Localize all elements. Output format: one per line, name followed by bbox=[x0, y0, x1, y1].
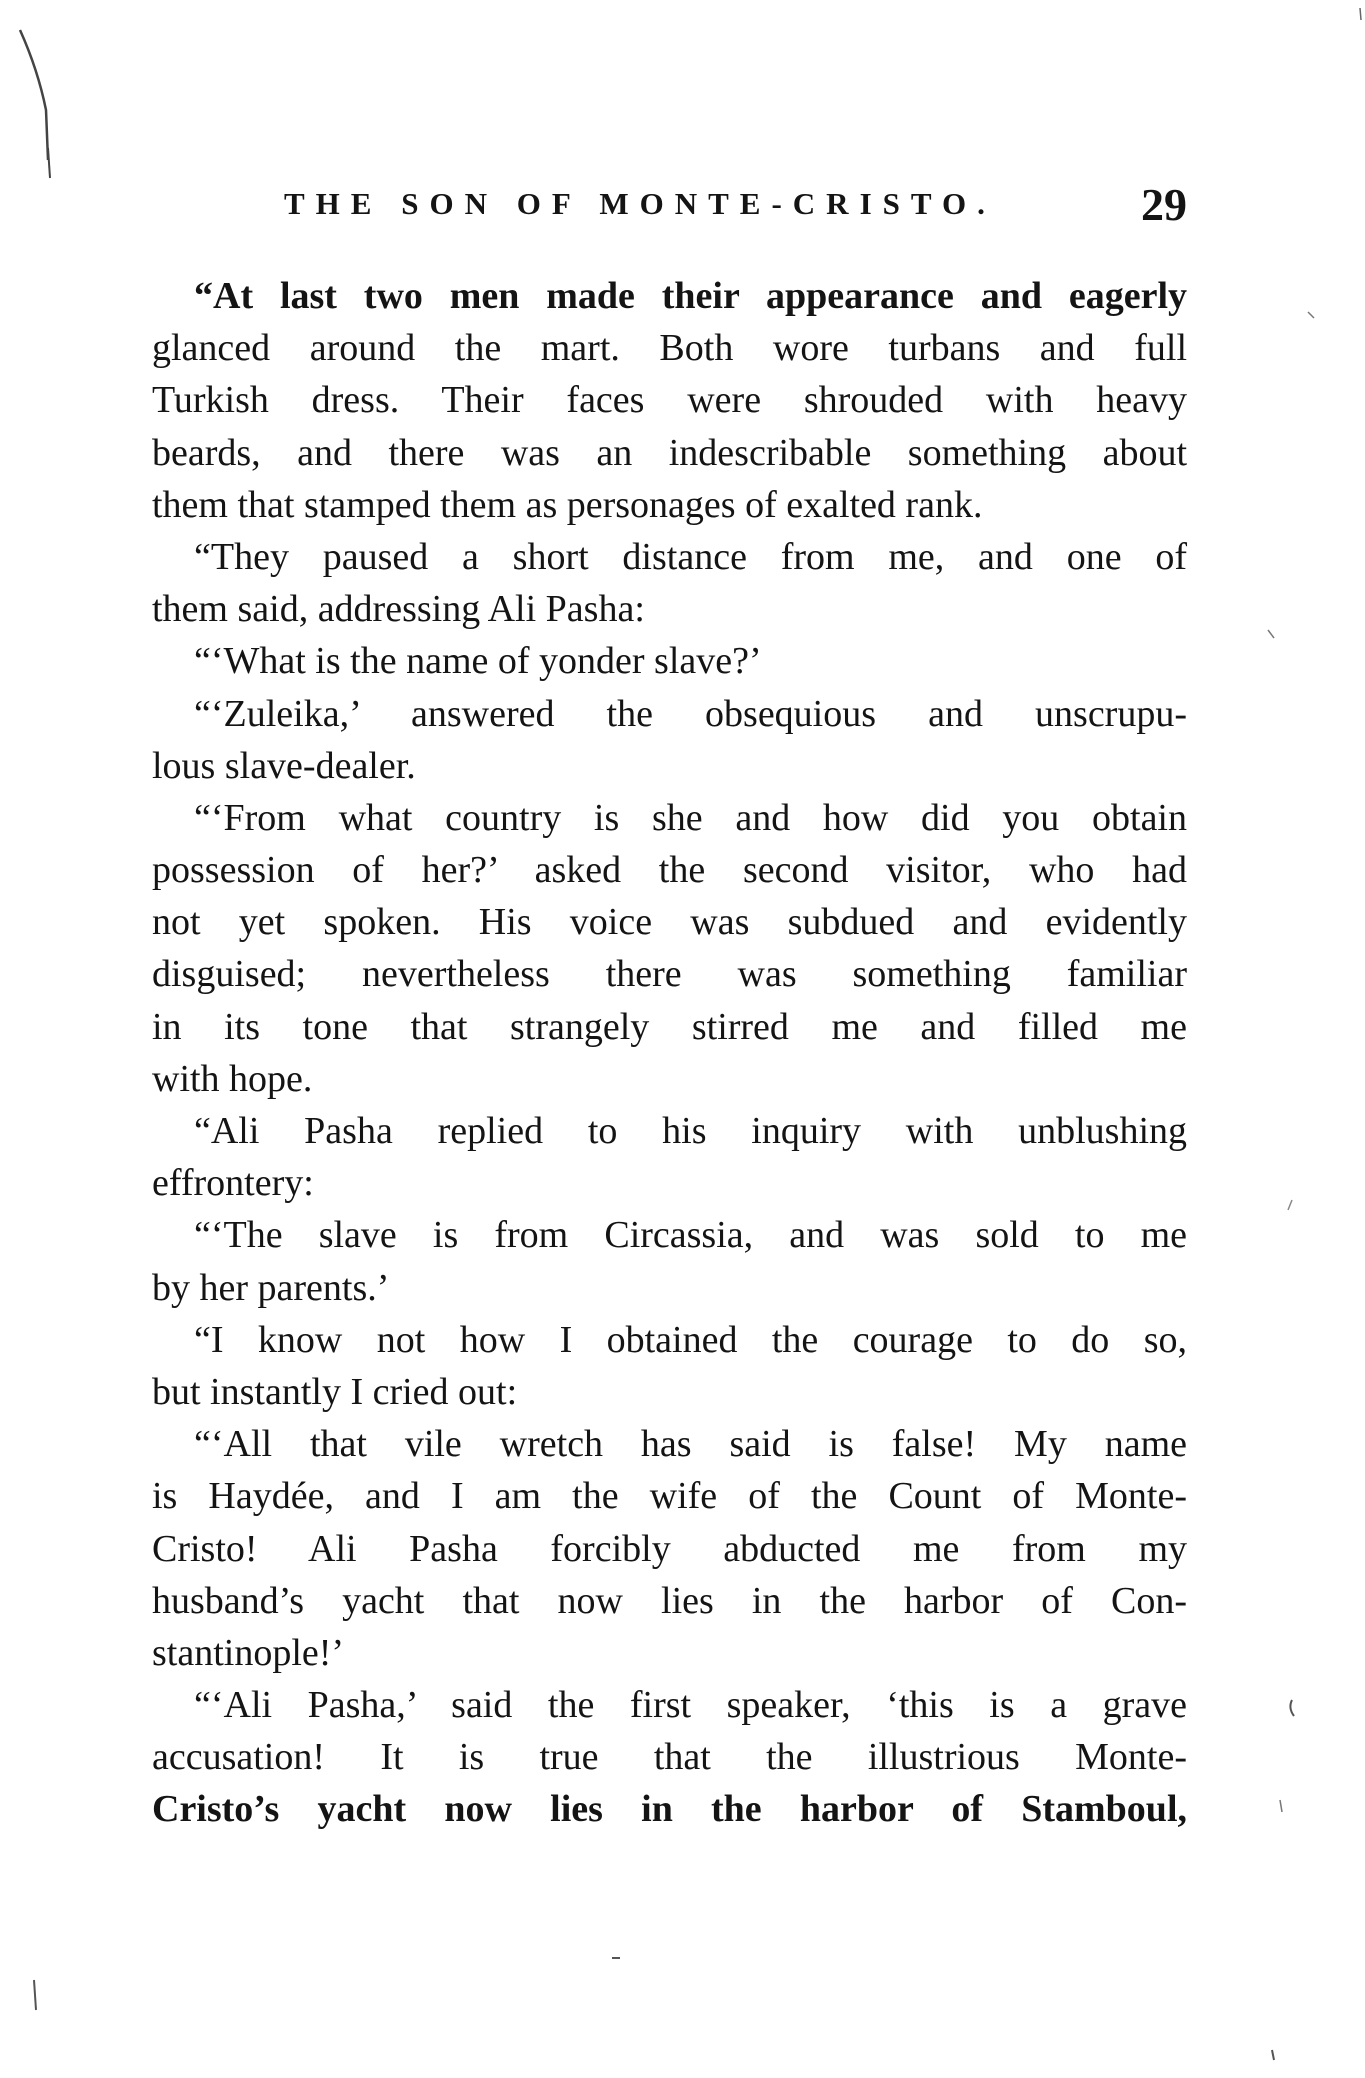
text-line: Cristo’s yacht now lies in the harbor of Stamboul, bbox=[152, 1788, 1187, 1831]
text-line: them said, addressing Ali Pasha: bbox=[152, 588, 645, 631]
margin-scratch-mark bbox=[20, 30, 48, 160]
text-line: not yet spoken. His voice was subdued and evidently bbox=[152, 901, 1187, 944]
text-line: is Haydée, and I am the wife of the Count of Monte- bbox=[152, 1475, 1187, 1518]
text-line: Cristo! Ali Pasha forcibly abducted me from my bbox=[152, 1527, 1187, 1570]
text-line: disguised; nevertheless there was something familiar bbox=[152, 953, 1187, 996]
text-line: accusation! It is true that the illustrious Monte- bbox=[152, 1736, 1187, 1779]
text-line: “At last two men made their appearance and eagerly bbox=[194, 275, 1187, 317]
margin-scratch-mark bbox=[1268, 630, 1274, 638]
text-line: by her parents.’ bbox=[152, 1266, 390, 1309]
text-line: but instantly I cried out: bbox=[152, 1370, 518, 1413]
margin-scratch-mark bbox=[34, 1980, 36, 2010]
text-line: “‘All that vile wretch has said is false! My name bbox=[194, 1423, 1187, 1466]
text-line: “They paused a short distance from me, and one of bbox=[194, 535, 1187, 578]
margin-scratch-mark bbox=[1280, 1800, 1282, 1812]
page-header bbox=[152, 178, 1187, 238]
text-line: “‘Ali Pasha,’ said the first speaker, ‘this is a grave bbox=[194, 1684, 1187, 1727]
text-line: them that stamped them as personages of exalted rank. bbox=[152, 483, 983, 526]
text-line: “I know not how I obtained the courage to do so, bbox=[194, 1318, 1187, 1361]
page-number: 29 bbox=[1141, 179, 1187, 230]
text-line: “‘What is the name of yonder slave?’ bbox=[194, 640, 762, 683]
margin-scratch-mark bbox=[1360, 8, 1361, 20]
text-line: effrontery: bbox=[152, 1162, 314, 1205]
text-line: stantinople!’ bbox=[152, 1631, 345, 1674]
text-line: “‘The slave is from Circassia, and was sold to me bbox=[194, 1214, 1187, 1257]
text-line: glanced around the mart. Both wore turbans and full bbox=[152, 327, 1187, 370]
text-line: “‘Zuleika,’ answered the obsequious and unscrupu- bbox=[194, 692, 1187, 735]
text-line: lous slave-dealer. bbox=[152, 744, 416, 787]
margin-scratch-mark bbox=[48, 148, 50, 178]
text-line: “‘From what country is she and how did you obtain bbox=[194, 796, 1187, 839]
text-line: with hope. bbox=[152, 1057, 313, 1100]
text-line: Turkish dress. Their faces were shrouded with heavy bbox=[152, 379, 1187, 422]
margin-scratch-mark bbox=[1308, 312, 1314, 318]
text-line: “Ali Pasha replied to his inquiry with unblushing bbox=[194, 1110, 1187, 1152]
running-title: THE SON OF MONTE-CRISTO. bbox=[284, 186, 996, 221]
margin-scratch-mark bbox=[1272, 2050, 1274, 2060]
body-text bbox=[152, 270, 1187, 1836]
text-line: in its tone that strangely stirred me and filled me bbox=[152, 1005, 1187, 1048]
text-line: possession of her?’ asked the second visitor, who had bbox=[152, 849, 1187, 892]
margin-scratch-mark bbox=[1290, 1700, 1294, 1716]
text-line: husband’s yacht that now lies in the harbor of Con- bbox=[152, 1579, 1187, 1622]
text-line: beards, and there was an indescribable something about bbox=[152, 431, 1187, 474]
margin-scratch-mark bbox=[1288, 1200, 1292, 1210]
